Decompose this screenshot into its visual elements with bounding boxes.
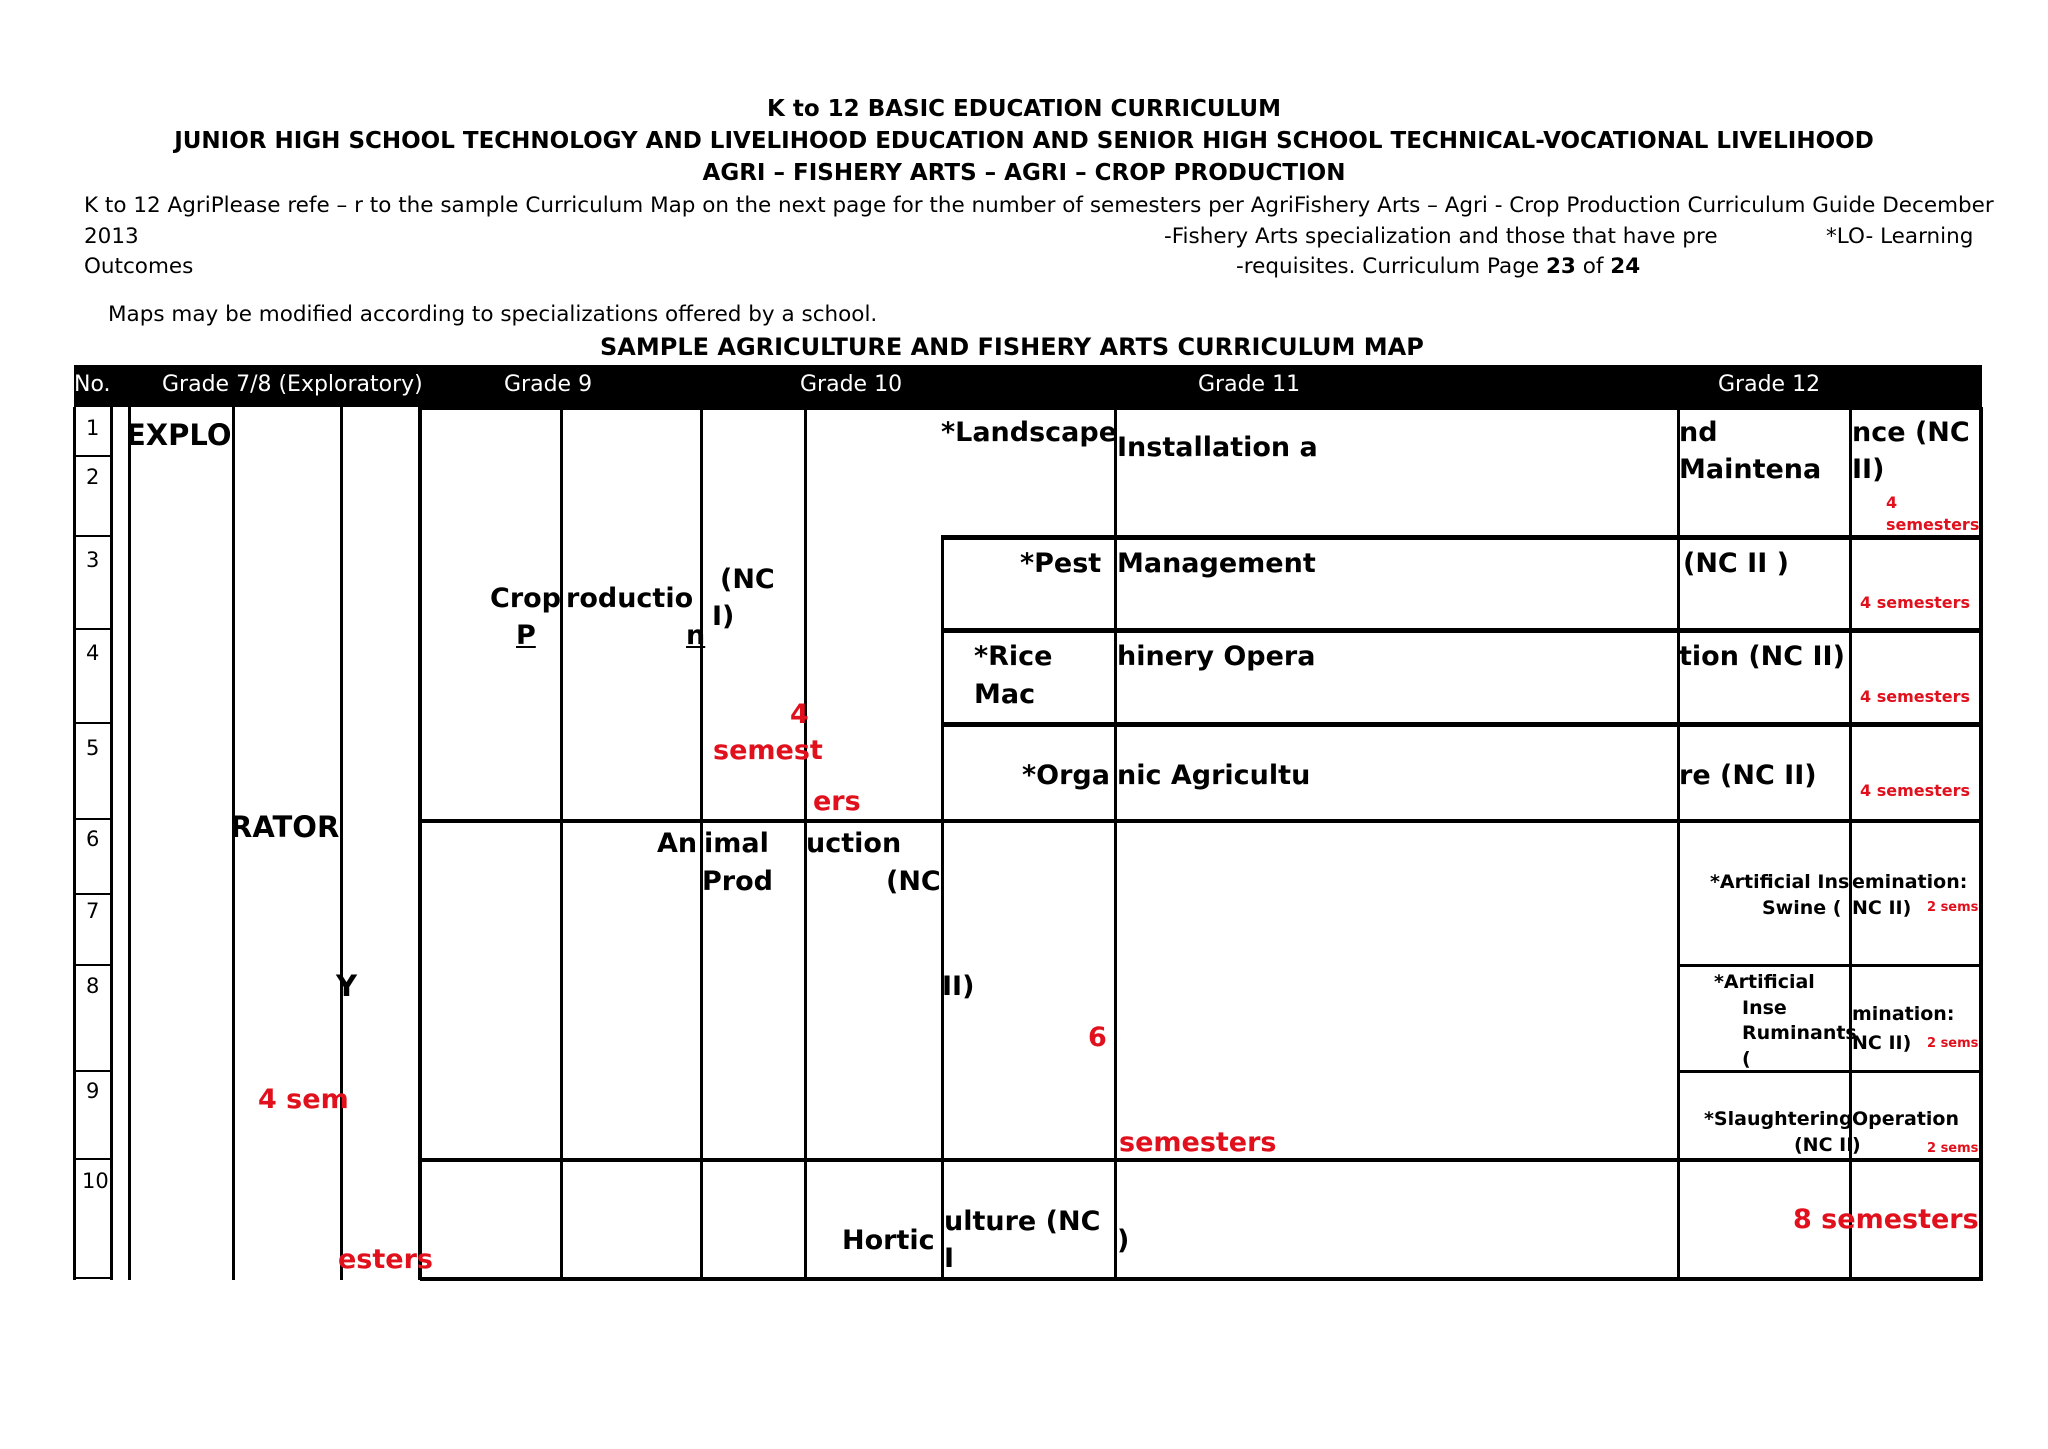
- col-no: No.: [74, 372, 111, 397]
- ai-ruminants-label: mination:: [1852, 1003, 1955, 1025]
- exploratory-semesters: 4 sem: [258, 1084, 349, 1115]
- pest-management-label: Management: [1117, 548, 1316, 579]
- meta-outcomes: Outcomes: [84, 254, 194, 279]
- crop-production-label: n: [686, 620, 706, 651]
- ai-swine-label: Swine (: [1762, 897, 1842, 919]
- animal-production-label: An: [657, 828, 698, 859]
- animal-production-label: Prod: [702, 866, 773, 897]
- ai-swine-label: *Artificial Ins: [1710, 871, 1850, 893]
- col-grade-11: Grade 11: [1198, 372, 1301, 397]
- crop-production-label: P: [516, 620, 536, 651]
- slaughtering-label: *Slaughtering: [1704, 1108, 1853, 1130]
- exploratory-label: EXPLO: [126, 418, 232, 452]
- meta-line-1: K to 12 AgriPlease refe – r to the sample Curriculum Map on the next page for the number of semesters per AgriFishery Arts – Agri - Crop Production Curriculum Guide December: [84, 193, 1994, 218]
- horticulture-label: ): [1117, 1225, 1130, 1256]
- row-number: 6: [86, 827, 100, 851]
- row-number: 1: [86, 416, 100, 440]
- row-number: 5: [86, 736, 100, 760]
- row-number: 3: [86, 548, 100, 572]
- crop-semesters: semest: [713, 735, 823, 766]
- exploratory-semesters: esters: [338, 1244, 433, 1275]
- animal-semesters: semesters: [1119, 1127, 1277, 1158]
- animal-nc-label: II): [942, 971, 975, 1002]
- col-grade-7-8: Grade 7/8 (Exploratory): [162, 372, 423, 397]
- column-header-bar: [74, 365, 1982, 407]
- organic-agriculture-label: nic Agricultu: [1117, 760, 1311, 791]
- landscape-nc-label: nce (NC: [1852, 417, 1970, 448]
- ai-swine-label: NC II): [1852, 897, 1912, 919]
- slaughtering-semesters: 2 sems: [1927, 1141, 1979, 1156]
- landscape-semesters: 4: [1886, 493, 1898, 512]
- row-number: 9: [86, 1079, 100, 1103]
- meta-line-2: -Fishery Arts specialization and those that have pre: [1164, 224, 1718, 249]
- crop-semesters: 4: [790, 699, 809, 730]
- rice-semesters: 4 semesters: [1860, 687, 1971, 706]
- animal-nc-label: (NC: [886, 866, 941, 897]
- meta-lo: *LO- Learning: [1826, 224, 1974, 249]
- exploratory-label: RATOR: [230, 810, 340, 844]
- pest-semesters: 4 semesters: [1860, 593, 1971, 612]
- rice-nc-label: tion (NC II): [1679, 641, 1845, 672]
- col-grade-10: Grade 10: [800, 372, 903, 397]
- landscape-label: Maintena: [1679, 454, 1822, 485]
- horticulture-label: ulture (NC: [944, 1206, 1101, 1237]
- ai-swine-semesters: 2 sems: [1927, 900, 1979, 915]
- slaughtering-label: ): [1852, 1134, 1861, 1156]
- animal-semesters: 6: [1088, 1022, 1107, 1053]
- crop-nc-label: (NC: [720, 564, 775, 595]
- exploratory-label: Y: [336, 969, 357, 1003]
- doc-specialization: AGRI – FISHERY ARTS – AGRI – CROP PRODUCTION: [702, 160, 1346, 186]
- crop-semesters: ers: [813, 786, 861, 817]
- row-number: 4: [86, 641, 100, 665]
- horticulture-label: I: [944, 1243, 955, 1274]
- landscape-label: *Landscape: [941, 417, 1118, 448]
- row-number: 7: [86, 899, 100, 923]
- landscape-nc-label: II): [1852, 454, 1885, 485]
- landscape-label: Installation a: [1117, 432, 1318, 463]
- pest-management-label: *Pest: [1020, 548, 1102, 579]
- row-number: 8: [86, 974, 100, 998]
- rice-machinery-label: *Rice: [974, 641, 1053, 672]
- meta-note: Maps may be modified according to specializations offered by a school.: [108, 302, 878, 327]
- ai-swine-label: emination:: [1852, 871, 1968, 893]
- crop-nc-label: I): [712, 601, 735, 632]
- col-grade-12: Grade 12: [1718, 372, 1821, 397]
- animal-production-label: imal: [704, 828, 769, 859]
- ai-ruminants-label: Inse: [1742, 997, 1787, 1019]
- ai-ruminants-label: NC II): [1852, 1032, 1912, 1054]
- rice-machinery-label: Mac: [974, 679, 1036, 710]
- meta-page: -requisites. Curriculum Page 23 of 24: [1236, 254, 1641, 279]
- doc-title: K to 12 BASIC EDUCATION CURRICULUM: [767, 96, 1281, 122]
- organic-agriculture-label: *Orga: [1022, 760, 1110, 791]
- meta-year: 2013: [84, 224, 139, 249]
- ai-ruminants-label: Ruminants: [1742, 1022, 1857, 1044]
- landscape-label: nd: [1679, 417, 1718, 448]
- ai-ruminants-label: (: [1742, 1048, 1751, 1070]
- ai-ruminants-semesters: 2 sems: [1927, 1036, 1979, 1051]
- organic-semesters: 4 semesters: [1860, 781, 1971, 800]
- slaughtering-label: Operation: [1852, 1108, 1960, 1130]
- landscape-semesters: semesters: [1886, 515, 1980, 534]
- crop-production-label: Crop: [490, 583, 562, 614]
- crop-production-label: roductio: [566, 583, 694, 614]
- row-number: 2: [86, 465, 100, 489]
- row-number: 10: [82, 1169, 109, 1193]
- slaughtering-label: (NC II: [1794, 1134, 1854, 1156]
- horticulture-label: Hortic: [842, 1225, 935, 1256]
- ai-ruminants-label: *Artificial: [1714, 971, 1815, 993]
- organic-nc-label: re (NC II): [1679, 760, 1817, 791]
- horticulture-semesters: 8 semesters: [1793, 1204, 1979, 1235]
- map-title: SAMPLE AGRICULTURE AND FISHERY ARTS CURRICULUM MAP: [600, 333, 1424, 361]
- doc-subtitle: JUNIOR HIGH SCHOOL TECHNOLOGY AND LIVELIHOOD EDUCATION AND SENIOR HIGH SCHOOL TECHNICAL-VOCATIONAL LIVELIHOOD: [174, 128, 1874, 154]
- col-grade-9: Grade 9: [504, 372, 593, 397]
- rice-machinery-label: hinery Opera: [1117, 641, 1316, 672]
- pest-nc-label: (NC II ): [1683, 548, 1789, 579]
- animal-production-label: uction: [806, 828, 902, 859]
